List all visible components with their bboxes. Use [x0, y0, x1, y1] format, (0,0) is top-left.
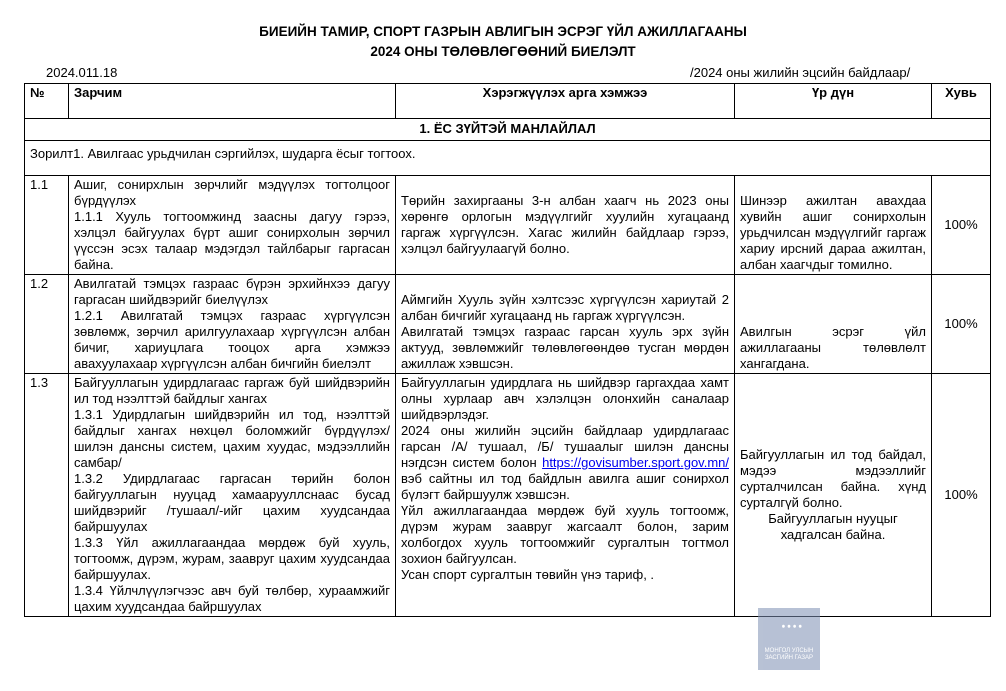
plan-table	[24, 83, 991, 617]
row-result: Авилгын эсрэг үйл ажиллагааны төлөвлөлт хангагдана.	[735, 275, 932, 374]
section-row	[25, 119, 991, 141]
row-measure	[396, 374, 735, 617]
row-percent: 100%	[932, 374, 991, 617]
table-header-row	[25, 84, 991, 119]
table-row	[25, 176, 991, 275]
col-header-percent: Хувь	[932, 84, 991, 119]
row-result	[735, 374, 932, 617]
col-header-measure: Хэрэгжүүлэх арга хэмжээ	[396, 84, 735, 119]
row-principle: Ашиг, сонирхлын зөрчлийг мэдүүлэх тогтолцоог бүрдүүлэх 1.1.1 Хууль тогтоомжинд заасны дагуу гэрээ, хэлцэл байгуулах бүрт ашиг сонирхолын зөрчил үүссэн эсэх талаар мэдэгдэл тайлбарыг гаргасан байна.	[69, 176, 396, 275]
measure-text-part2: вэб сайтны ил тод байдлын авилга ашиг сонирхол бүлэгт байршуулж хэвшсэн. Үйл ажиллагаандаа мөрдөж буй хууль тогтоомж, дүрэм журам заавруг жагсаалт болон, зарим холбогдох хууль тогтоомжийг сургалтын тогтмол зохион байгуулсан. Усан спорт сургалтын төвийн үнэ тариф, .	[401, 471, 729, 582]
row-percent: 100%	[932, 176, 991, 275]
row-number: 1.3	[25, 374, 69, 617]
row-measure: Төрийн захиргааны 3-н албан хаагч нь 2023 оны хөрөнгө орлогын мэдүүлгийг хуулийн хугацаанд гаргаж хүргүүлсэн. Хагас жилийн байдлаар гэрээ, хэлцэл байгуулаагүй болно.	[396, 176, 735, 275]
col-header-number: №	[25, 84, 69, 119]
document-date: 2024.011.18	[46, 65, 118, 80]
table-row	[25, 275, 991, 374]
row-percent: 100%	[932, 275, 991, 374]
website-link[interactable]: https://govisumber.sport.gov.mn/	[542, 455, 729, 470]
document-period-note: /2024 оны жилийн эцсийн байдлаар/	[690, 65, 911, 80]
seal-caption: МОНГОЛ УЛСЫН ЗАСГИЙН ГАЗАР	[764, 648, 814, 661]
row-number: 1.2	[25, 275, 69, 374]
goal-row	[25, 141, 991, 176]
table-row	[25, 374, 991, 617]
col-header-principle: Зарчим	[69, 84, 396, 119]
section-title: 1. ЁС ЗҮЙТЭЙ МАНЛАЙЛАЛ	[25, 119, 991, 141]
row-principle: Авилгатай тэмцэх газраас бүрэн эрхийнхээ дагуу гаргасан шийдвэрийг биелүүлэх 1.2.1 Авилгатай тэмцэх газраас хүргүүлсэн зөвлөмж, зөрчил арилгуулахаар хүргүүлсэн албан бичиг, хариуцлага тооцох арга хэмжээ авахуулахаар хүргүүлсэн албан бичгийн биелэлт	[69, 275, 396, 374]
government-seal-logo	[758, 608, 820, 670]
row-number: 1.1	[25, 176, 69, 275]
goal-text: Зорилт1. Авилгаас урьдчилан сэргийлэх, шударга ёсыг тогтоох.	[25, 141, 991, 176]
row-principle: Байгууллагын удирдлагаас гаргаж буй шийдвэрийн ил тод нээлттэй байдлыг хангах 1.3.1 Удирдлагын шийдвэрийн ил тод, нээлттэй байдлыг хангах нөхцөл боломжийг бүрдүүлэх/шилэн дансны систем, цахим хуудас, мэдээллийн самбар/ 1.3.2 Удирдлагаас гаргасан төрийн болон байгууллагын нууцад хамаарууллснаас бусад шийдвэрийг /тушаал/-ийг цахим хуудсандаа байршуулах 1.3.3 Үйл ажиллагаандаа мөрдөж буй хууль, тогтоомж, дүрэм, журам, заавруг цахим хуудсандаа байршуулах. 1.3.4 Үйлчлүүлэгчээс авч буй төлбөр, хураамжийг цахим хуудсандаа байршуулах	[69, 374, 396, 617]
row-measure: Аймгийн Хууль зүйн хэлтсээс хүргүүлсэн хариутай 2 албан бичгийг хугацаанд нь гаргаж хүргүүлсэн. Авилгатай тэмцэх газраас гарсан хууль эрх зүйн актууд, зөвлөмжийг төлөвлөгөөндөө тусган мөрдөн ажиллаж хэвшсэн.	[396, 275, 735, 374]
result-text-part1: Байгууллагын ил тод байдал, мэдээ мэдээллийг сурталчилсан байна. хүнд сурталгүй болно.	[740, 447, 926, 510]
measure-text-part1: Байгууллагын удирдлага нь шийдвэр гаргахдаа хамт олны хурлаар авч хэлэлцэн олонхийн саналаар шийдвэрлэдэг. 2024 оны жилийн эцсийн байдлаар удирдлагаас гарсан /А/ тушаал, /Б/ тушаалыг шилэн дансны нэгдсэн систем болон	[401, 375, 729, 470]
row-result: Шинээр ажилтан авахдаа хувийн ашиг сонирхолын урьдчилсан мэдүүлгийг гаргаж хариу ирсний дараа ажилтан, албан хаагчдыг томилно.	[735, 176, 932, 275]
col-header-result: Үр дүн	[735, 84, 932, 119]
document-title-line1: БИЕИЙН ТАМИР, СПОРТ ГАЗРЫН АВЛИГЫН ЭСРЭГ ҮЙЛ АЖИЛЛАГААНЫ	[259, 24, 747, 39]
document-title-line2: 2024 ОНЫ ТӨЛӨВЛӨГӨӨНИЙ БИЕЛЭЛТ	[370, 44, 636, 59]
soyombo-icon: ᠁	[776, 615, 802, 640]
result-text-part2: Байгууллагын нууцыг хадгалсан байна.	[768, 511, 898, 542]
